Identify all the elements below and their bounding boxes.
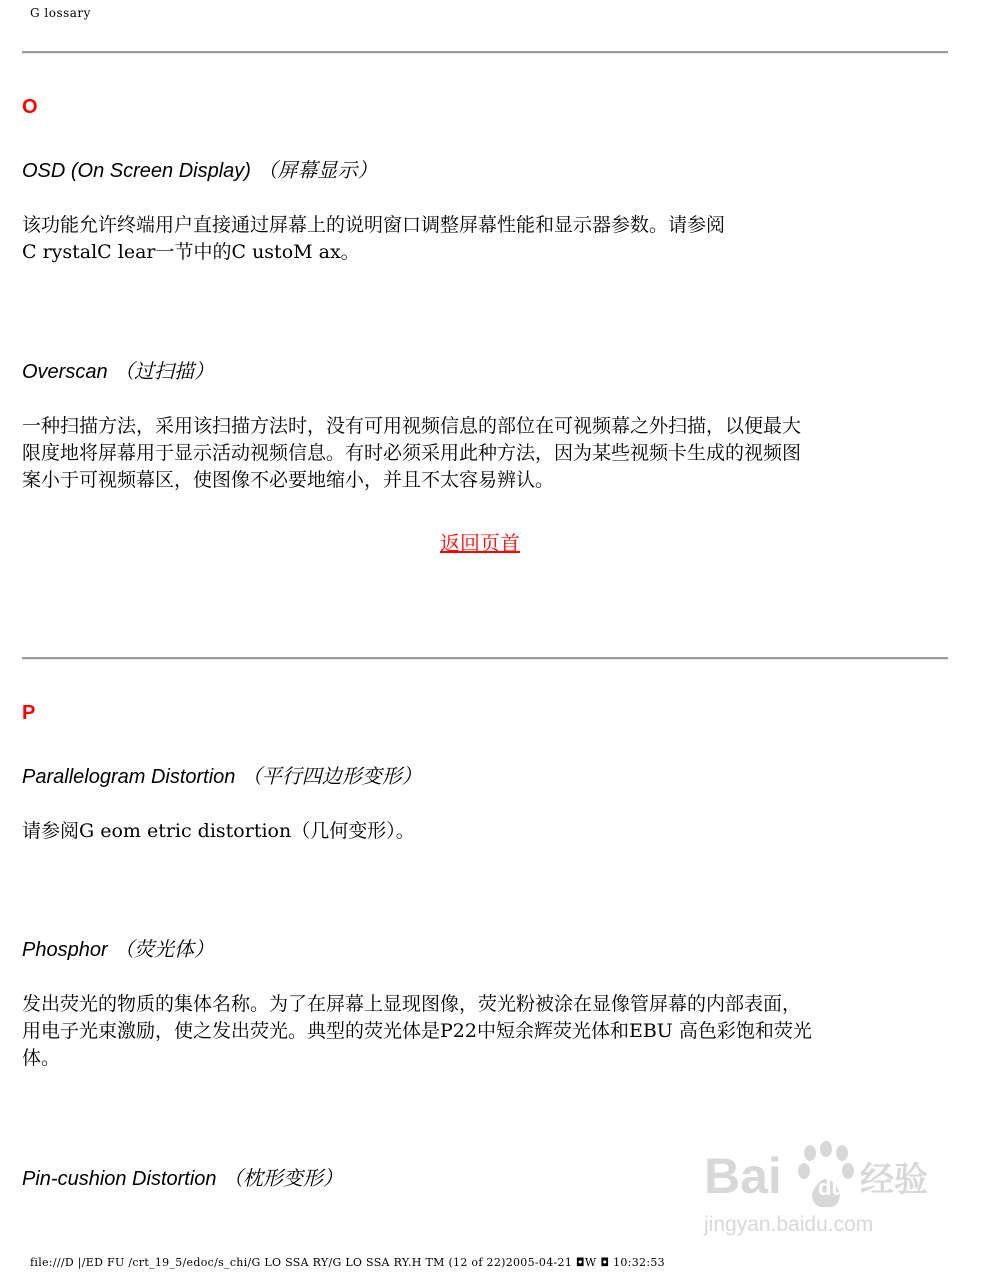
definition-line: 用电子光束激励，使之发出荧光。典型的荧光体是P22中短余辉荧光体和EBU 高色彩饱和荧光 [22,1020,812,1042]
divider-middle [22,657,948,660]
term-overscan [22,355,214,384]
definition-line: 一种扫描方法，采用该扫描方法时，没有可用视频信息的部位在可视频幕之外扫描，以便最大 [22,415,802,437]
back-to-top-link[interactable]: 返回页首 [440,531,520,555]
term-phosphor-en: Phosphor [22,939,108,961]
definition-line: 限度地将屏幕用于显示活动视频信息。有时必须采用此种方法，因为某些视频卡生成的视频图 [22,442,802,464]
definition-line: 请参阅G eom etric distortion（几何变形）。 [22,820,415,842]
definition-line: 发出荧光的物质的集体名称。为了在屏幕上显现图像，荧光粉被涂在显像管屏幕的内部表面， [22,993,802,1015]
definition-osd [22,212,952,266]
term-osd-zh: （屏幕显示） [257,158,378,182]
term-pincushion-en: Pin-cushion Distortion [22,1168,217,1190]
definition-phosphor [22,991,952,1072]
baidu-jingyan-watermark [700,1125,950,1245]
term-overscan-en: Overscan [22,361,108,383]
definition-line: C rystalC lear一节中的C ustoM ax。 [22,241,360,263]
watermark-url: jingyan.baidu.com [704,1213,874,1236]
definition-overscan [22,413,952,494]
watermark-brand: Bai [704,1148,782,1204]
definition-parallelogram [22,818,952,845]
term-parallelogram-zh: （平行四边形变形） [241,764,422,788]
page-footer: file:///D |/ED FU /crt_19_5/edoc/s_chi/G LO SSA RY/G LO SSA RY.H TM (12 of 22)2005-04-21 ◘W ◘ 10:32:53 [30,1256,665,1269]
term-phosphor-zh: （荧光体） [113,937,214,961]
term-phosphor [22,933,214,962]
definition-line: 案小于可视频幕区，使图像不必要地缩小，并且不太容易辨认。 [22,469,555,491]
term-parallelogram-en: Parallelogram Distortion [22,766,236,788]
section-letter-o: O [22,96,38,118]
term-parallelogram [22,760,422,789]
term-osd-en: OSD (On Screen Display) [22,160,251,182]
page-header-title: G lossary [30,6,91,20]
term-pincushion-zh: （枕形变形） [222,1166,343,1190]
watermark-brand-suffix: du [818,1175,845,1200]
section-letter-p: P [22,702,36,724]
term-overscan-zh: （过扫描） [113,359,214,383]
divider-top [22,51,948,54]
watermark-cn: 经验 [860,1161,928,1199]
definition-line: 体。 [22,1047,61,1069]
term-osd [22,154,377,183]
definition-line: 该功能允许终端用户直接通过屏幕上的说明窗口调整屏幕性能和显示器参数。请参阅 [22,214,726,236]
term-pincushion [22,1162,343,1191]
